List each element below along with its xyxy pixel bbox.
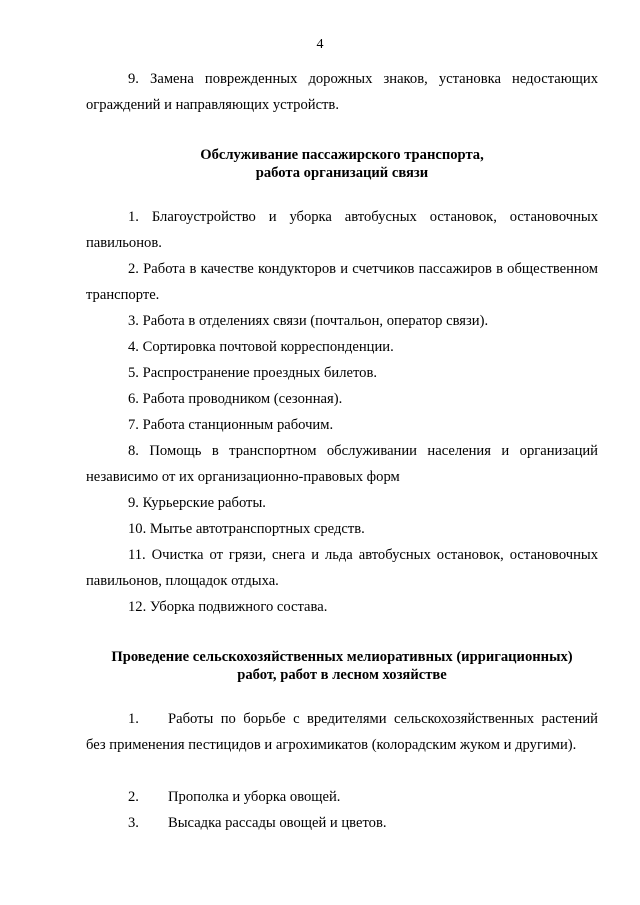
item-number: 2.	[128, 789, 139, 805]
list-item: 1. Благоустройство и уборка автобусных остановок, остановочных павильонов.	[86, 209, 598, 251]
page-number: 4	[316, 37, 324, 52]
intro-list-item: 9. Замена поврежденных дорожных знаков, установка недостающих ограждений и направляющих устройств.	[86, 71, 598, 113]
list-item: 8. Помощь в транспортном обслуживании населения и организаций независимо от их организационно-правовых форм	[86, 443, 598, 485]
list-item: 3. Работа в отделениях связи (почтальон, оператор связи).	[128, 313, 489, 329]
item-number: 3.	[128, 815, 139, 831]
list-item: 9. Курьерские работы.	[128, 495, 266, 511]
list-item	[86, 706, 598, 758]
list-item: 4. Сортировка почтовой корреспонденции.	[128, 339, 394, 355]
heading-line: Проведение сельскохозяйственных мелиоративных (ирригационных)	[111, 649, 573, 665]
list-item: 2. Работа в качестве кондукторов и счетчиков пассажиров в общественном транспорте.	[86, 261, 598, 303]
item-text: Высадка рассады овощей и цветов.	[168, 815, 387, 831]
heading-line: работа организаций связи	[255, 165, 429, 181]
item-text: Прополка и уборка овощей.	[168, 789, 341, 805]
list-item: 11. Очистка от грязи, снега и льда автобусных остановок, остановочных павильонов, площадок отдыха.	[86, 547, 598, 589]
list-item: 12. Уборка подвижного состава.	[128, 599, 328, 615]
list-item	[86, 784, 598, 810]
list-item	[86, 810, 598, 836]
list-item: 6. Работа проводником (сезонная).	[128, 391, 343, 407]
list-item: 10. Мытье автотранспортных средств.	[128, 521, 365, 537]
section-heading-agriculture-forestry	[86, 648, 598, 684]
heading-line: работ, работ в лесном хозяйстве	[237, 667, 447, 683]
item-number: 1.	[128, 711, 139, 727]
list-item: 7. Работа станционным рабочим.	[128, 417, 334, 433]
section-heading-passenger-transport	[86, 146, 598, 182]
heading-line: Обслуживание пассажирского транспорта,	[200, 147, 484, 163]
list-item: 5. Распространение проездных билетов.	[128, 365, 378, 381]
item-text: Работы по борьбе с вредителями сельскохозяйственных растений без применения пестицидов и агрохимикатов (колорадским жуком и другими).	[86, 711, 598, 753]
